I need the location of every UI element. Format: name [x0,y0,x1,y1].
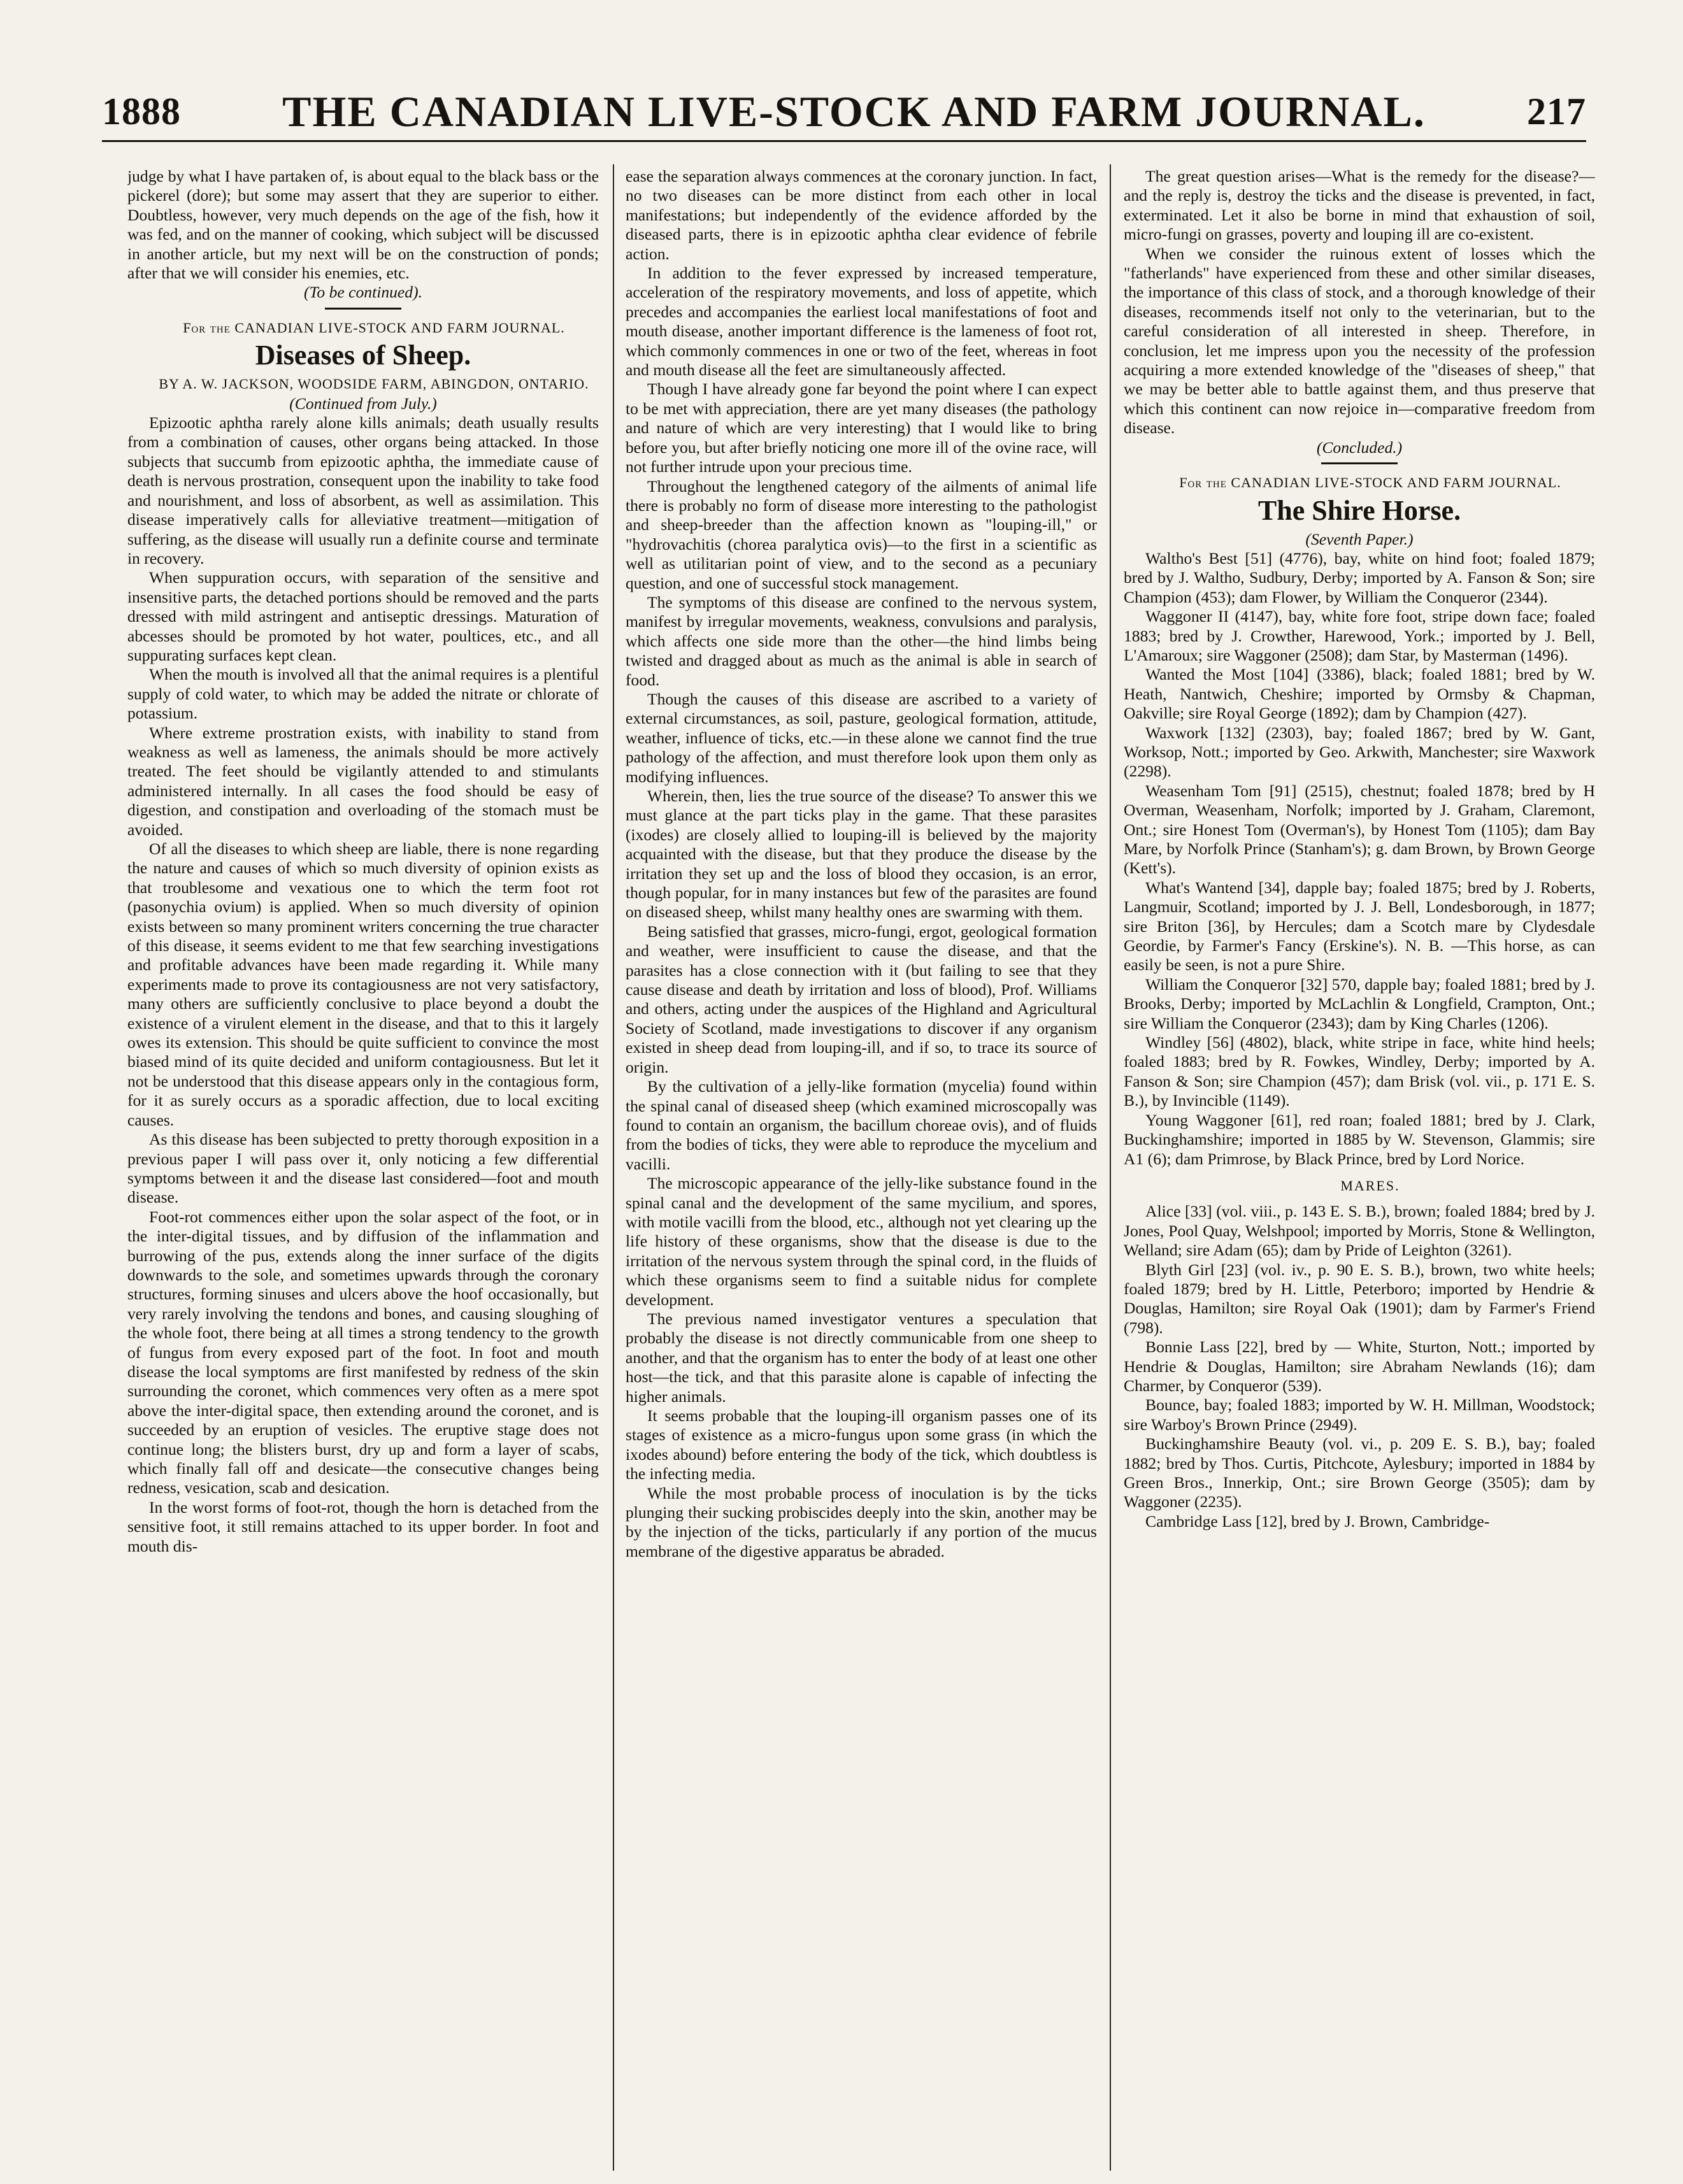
paragraph: Where extreme prostration exists, with inability to stand from weakness as well as lameness, the animals should be more actively treated. The feet should be vigilantly attended to and stimulants administered internally. In all cases the food should be easy of digestion, and constipation and overloading of the stomach must be avoided. [127,723,599,839]
stallion-entry: Waxwork [132] (2303), bay; foaled 1867; bred by W. Gant, Worksop, Nott.; imported by Geo. Arkwith, Manchester; sire Waxwork (2298). [1124,723,1595,781]
paragraph: Of all the diseases to which sheep are liable, there is none regarding the nature and causes of which so much diversity of opinion exists as that troublesome and vexatious one to which the term foot rot (pasonychia ovium) is applied. When so much diversity of opinion exists between so many prominent writers concerning the true character of this disease, it seems evident to me that few searching investigations and profitable advances have been made regarding it. While many experiments made to prove its contagiousness are not very satisfactory, many others are sufficiently conclusive to place beyond a doubt the existence of a virulent element in the disease, and that to this it largely owes its extension. This should be quite sufficient to convince the most biased mind of its quite decided and uniform contagiousness. But let it not be understood that this disease appears only in the contagious form, for it as surely occurs as a sporadic affection, due to local exciting causes. [127,839,599,1129]
paragraph: Foot-rot commences either upon the solar aspect of the foot, or in the inter-digital tissues, and by diffusion of the inflammation and burrowing of the pus, extends along the inner surface of the digits downwards to the sole, and sometimes upwards through the coronary structures, forming sinuses and ulcers above the hoof occasionally, but very rarely involving the tendons and bones, and causing sloughing of the whole foot, there being at all times a strong tendency to the growth of fungus from every exposed part of the foot. In foot and mouth disease the local symptoms are first manifested by redness of the skin surrounding the coronet, which commences very often as a mere spot above the inter-digital space, then extending around the coronet, and is succeeded by an eruption of vesicles. The eruptive stage does not continue long; the blisters burst, dry up and form a layer of scabs, which finally fall off and desicate—the consecutive changes being redness, vesication, scab and desication. [127,1207,599,1497]
article-subtitle: (Seventh Paper.) [1305,529,1414,548]
stallion-entry: What's Wantend [34], dapple bay; foaled 1875; bred by J. Roberts, Langmuir, Scotland; imported by J. J. Bell, Londesborough, in 1877; sire Briton [36], by Hercules; dam a Scotch mare by Clydesdale Geordie, by Farmer's Fancy (Erskine's). N. B. —This horse, as can easily be seen, is not a pure Shire. [1124,878,1595,974]
stallion-entry: Waltho's Best [51] (4776), bay, white on hind foot; foaled 1879; bred by J. Waltho, Sudbury, Derby; imported by A. Fanson & Son; sire Champion (453); dam Flower, by William the Conqueror (2344). [1124,548,1595,606]
column-divider [613,164,614,2171]
column-divider [1110,164,1111,2171]
paragraph: Throughout the lengthened category of the ailments of animal life there is probably no form of disease more interesting to the pathologist and sheep-breeder than the affection known as "louping-ill," or "hydrovachitis (chorea paralytica ovis)—to the first in a scientific as well as utilitarian point of view, and to the second as a pecuniary question, and one of successful stock management. [626,476,1097,592]
stallion-entry: Windley [56] (4802), black, white stripe in face, white hind heels; foaled 1883; bred by R. Fowkes, Windley, Derby; imported by A. Fanson & Son; sire Champion (457); dam Brisk (vol. vii., p. 171 E. S. B.), by Invincible (1149). [1124,1033,1595,1110]
paragraph: Though the causes of this disease are ascribed to a variety of external circumstances, as soil, pasture, geological formation, attitude, weather, influence of ticks, etc.—in these alone we cannot find the true pathology of the affection, and must therefore look upon them only as modifying influences. [626,689,1097,786]
mare-entry: Bounce, bay; foaled 1883; imported by W. H. Millman, Woodstock; sire Warboy's Brown Prince (2949). [1124,1395,1595,1434]
paragraph: The previous named investigator ventures a speculation that probably the disease is not directly communicable from one sheep to another, and that the organism has to enter the body of at least one other host—the tick, and that this parasite alone is capable of infecting the higher animals. [626,1309,1097,1406]
article-title: Diseases of Sheep. [255,339,471,371]
paragraph: By the cultivation of a jelly-like formation (mycelia) found within the spinal canal of diseased sheep (which examined microscopally was found to contain an organism, the bacillum choreae ovis), and of fluids from the bodies of ticks, they were able to reproduce the mycelium and vacilli. [626,1077,1097,1173]
paragraph: It seems probable that the louping-ill organism passes one of its stages of existence as a micro-fungus upon some grass (in which the ixodes abound) before entering the body of the tick, which doubtless is the infecting media. [626,1406,1097,1483]
continued-text: judge by what I have partaken of, is about equal to the black bass or the pickerel (dore); but some may assert that they are superior to either. Doubtless, however, very much depends on the age of the fish, how it was fed, and on the manner of cooking, which subject will be discussed in another article, but my next will be on the construction of ponds; after that we will consider his enemies, etc. [127,167,599,283]
page-number: 217 [1527,90,1586,132]
paragraph: The great question arises—What is the remedy for the disease?—and the reply is, destroy the ticks and the disease is prevented, in fact, exterminated. Let it also be borne in mind that exhaustion of soil, micro-fungi on grasses, poverty and louping ill are co-existent. [1124,167,1595,244]
article-kicker: For the CANADIAN LIVE-STOCK AND FARM JOURNAL. [1179,475,1561,491]
paragraph: In the worst forms of foot-rot, though the horn is detached from the sensitive foot, it still remains attached to its upper border. In foot and mouth dis- [127,1497,599,1555]
column-1 [127,167,599,2167]
paragraph: While the most probable process of inoculation is by the ticks plunging their sucking probiscides deeply into the skin, another may be by the injection of the ticks, particularly if any portion of the mucus membrane of the digestive apparatus be abraded. [626,1483,1097,1560]
mare-entry: Bonnie Lass [22], bred by — White, Sturton, Nott.; imported by Hendrie & Douglas, Hamilton; sire Abraham Newlands (16); dam Charmer, by Conqueror (539). [1124,1338,1595,1395]
to-be-continued: (To be continued). [303,283,422,302]
stallion-entry: Wanted the Most [104] (3386), black; foaled 1881; bred by W. Heath, Nantwich, Cheshire; imported by Ormsby & Chapman, Oakville; sire Royal George (1892); dam by Champion (427). [1124,665,1595,723]
article-byline: BY A. W. JACKSON, WOODSIDE FARM, ABINGDON, ONTARIO. [159,376,589,392]
continued-from: (Continued from July.) [289,394,437,413]
mares-heading: MARES. [1340,1177,1400,1194]
paragraph: ease the separation always commences at the coronary junction. In fact, no two diseases can be more distinct from each other in local manifestations; but independently of the evidence afforded by the diseased parts, there is in epizootic aphtha clear evidence of febrile action. [626,167,1097,263]
article-title: The Shire Horse. [1257,494,1461,526]
paragraph: As this disease has been subjected to pretty thorough exposition in a previous paper I will pass over it, only noticing a few differential symptoms between it and the disease last considered—foot and mouth disease. [127,1130,599,1207]
paragraph: Epizootic aphtha rarely alone kills animals; death usually results from a combination of causes, other organs being attacked. In those subjects that succumb from epizootic aphtha, the immediate cause of death is nervous prostration, consequent upon the inability to take food and nourishment, and loss of absorbent, as well as assimilation. This disease imperatively calls for alleviative treatment—mitigation of suffering, as the disease will usually run a definite course and terminate in recovery. [127,413,599,567]
paragraph: The symptoms of this disease are confined to the nervous system, manifest by irregular movements, weakness, convulsions and paralysis, which affects one side more than the other—the hind limbs being twisted and dragged about as much as the animal is able in search of food. [626,592,1097,689]
stallion-entry: Waggoner II (4147), bay, white fore foot, stripe down face; foaled 1883; bred by J. Crowther, Harewood, York.; imported by J. Bell, L'Amaroux; sire Waggoner (2508); dam Star, by Masterman (1496). [1124,607,1595,664]
separator-rule [1321,462,1398,464]
separator-rule [325,308,401,310]
paragraph: When the mouth is involved all that the animal requires is a plentiful supply of cold water, to which may be added the nitrate or chlorate of potassium. [127,665,599,723]
stallion-entry: William the Conqueror [32] 570, dapple bay; foaled 1881; bred by J. Brooks, Derby; imported by McLachlin & Longfield, Crampton, Ont.; sire William the Conqueror (2343); dam by King Charles (1206). [1124,974,1595,1032]
paragraph: Wherein, then, lies the true source of the disease? To answer this we must glance at the part ticks play in the game. That these parasites (ixodes) are closely allied to louping-ill is believed by the majority acquainted with the disease, but that they produce the disease by the irritation they set up and the loss of blood they occasion, is an error, though popular, for in many instances but few of the parasites are found on diseased sheep, whilst many healthy ones are swarming with them. [626,787,1097,922]
column-3 [1124,167,1595,2167]
paragraph: In addition to the fever expressed by increased temperature, acceleration of the respiratory movements, and loss of appetite, which precedes and accompanies the earliest local manifestations of foot and mouth disease, another important difference is the lameness of foot rot, which commonly commences in one or two of the feet, whereas in foot and mouth disease all the feet are simultaneously affected. [626,264,1097,380]
paragraph: The microscopic appearance of the jelly-like substance found in the spinal canal and the development of the same mycilium, and spores, with motile vacilli from the blood, etc., although not yet clearing up the life history of these organisms, show that the disease is due to the irritation of the nervous system through the spinal cord, in the fluids of which these organisms seem to find a suitable nidus for complete development. [626,1174,1097,1309]
mare-entry: Cambridge Lass [12], bred by J. Brown, Cambridge- [1145,1511,1490,1531]
stallion-entry: Young Waggoner [61], red roan; foaled 1881; bred by J. Clark, Buckinghamshire; imported in 1885 by W. Stevenson, Glammis; sire A1 (6); dam Primrose, by Black Prince, bred by Lord Norice. [1124,1110,1595,1168]
paragraph: When we consider the ruinous extent of losses which the "fatherlands" have experienced from these and other similar diseases, the importance of this class of stock, and a thorough knowledge of their diseases, recommends itself not only to the veterinarian, but to the careful consideration of all interested in sheep. Therefore, in conclusion, let me impress upon you the necessity of the profession acquiring a more extended knowledge of the "diseases of sheep," that we may be better able to battle against them, and thus preserve that which this continent can now rejoice in—comparative freedom from disease. [1124,244,1595,438]
column-2 [626,167,1097,2167]
masthead: THE CANADIAN LIVE-STOCK AND FARM JOURNAL. [282,87,1426,136]
mare-entry: Alice [33] (vol. viii., p. 143 E. S. B.), brown; foaled 1884; bred by J. Jones, Pool Quay, Welshpool; imported by Morris, Stone & Wellington, Welland; sire Adam (65); dam by Pride of Leighton (3261). [1124,1202,1595,1260]
paragraph: Being satisfied that grasses, micro-fungi, ergot, geological formation and weather, were insufficient to cause the disease, and that the parasites has a close connection with it (but failing to see that they cause disease and death by irritation and loss of blood), Prof. Williams and others, acting under the auspices of the Highland and Agricultural Society of Scotland, made investigations to discover if any organism existed in sheep dead from louping-ill, and if so, to trace its source of origin. [626,922,1097,1076]
paragraph: Though I have already gone far beyond the point where I can expect to be met with appreciation, there are yet many diseases (the pathology and nature of which are very interesting) that I would like to bring before you, but after briefly noticing one more ill of the ovine race, will not further intrude upon your precious time. [626,380,1097,476]
mare-entry: Blyth Girl [23] (vol. iv., p. 90 E. S. B.), brown, two white heels; foaled 1879; bred by H. Little, Peterboro; imported by Hendrie & Douglas, Hamilton; sire Royal Oak (1901); dam by Farmer's Friend (798). [1124,1260,1595,1337]
concluded-note: (Concluded.) [1316,438,1403,457]
page-header [102,83,1586,142]
mare-entry: Buckinghamshire Beauty (vol. vi., p. 209 E. S. B.), bay; foaled 1882; bred by Thos. Curtis, Pitchcote, Aylesbury; imported in 1884 by Green Bros., Innerkip, Ont.; sire Brown George (3505); dam by Waggoner (2235). [1124,1434,1595,1511]
issue-year: 1888 [102,90,181,132]
article-kicker: For the CANADIAN LIVE-STOCK AND FARM JOURNAL. [183,319,565,336]
paragraph: When suppuration occurs, with separation of the sensitive and insensitive parts, the detached portions should be removed and the parts dressed with mild astringent and antiseptic dressings. Maturation of abcesses should be promoted by hot water, poultices, etc., and all suppurating surfaces kept clean. [127,568,599,664]
stallion-entry: Weasenham Tom [91] (2515), chestnut; foaled 1878; bred by H Overman, Weasenham, Norfolk; imported by J. Graham, Claremont, Ont.; sire Honest Tom (Overman's), by Honest Tom (1105); dam Bay Mare, by Norfolk Prince (Stanham's); g. dam Brown, by Brown George (Kett's). [1124,781,1595,878]
